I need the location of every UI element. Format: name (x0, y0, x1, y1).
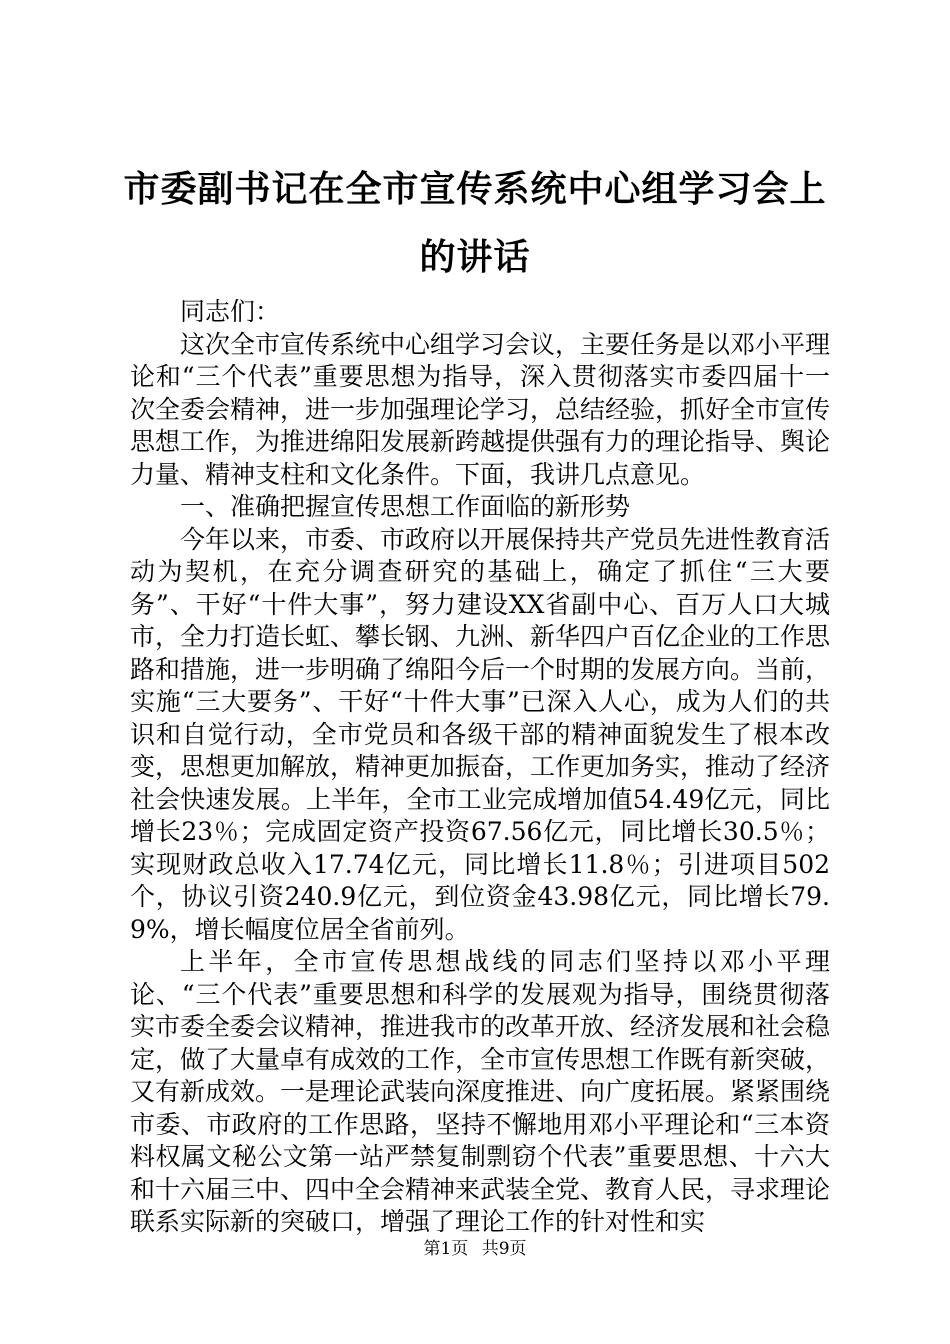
page-footer (0, 1238, 950, 1260)
intro-paragraph: 这次全市宣传系统中心组学习会议，主要任务是以邓小平理论和“三个代表”重要思想为指导，深入贯彻落实市委四届十一次全委会精神，进一步加强理论学习，总结经验，抓好全市宣传思想工作，为推进绵阳发展新跨越提供强有力的理论指导、舆论力量、精神支柱和文化条件。下面，我讲几点意见。 (130, 329, 831, 489)
document-title: 市委副书记在全市宣传系统中心组学习会上的讲话 (123, 168, 827, 278)
body-paragraph: 上半年，全市宣传思想战线的同志们坚持以邓小平理论、“三个代表”重要思想和科学的发展观为指导，围绕贯彻落实市委全委会议精神，推进我市的改革开放、经济发展和社会稳定，做了大量卓有成效的工作，全市宣传思想工作既有新突破，又有新成效。一是理论武装向深度推进、向广度拓展。紧紧围绕市委、市政府的工作思路，坚持不懈地用邓小平理论和“三本资料权属文秘公文第一站严禁复制剽窃个代表”重要思想、十六大和十六届三中、四中全会精神来武装全党、教育人民，寻求理论联系实际新的突破口，增强了理论工作的针对性和实 (130, 947, 831, 1236)
salutation-paragraph: 同志们： (180, 297, 281, 326)
page-total: 共9页 (481, 1239, 527, 1259)
page-number: 第1页 (423, 1239, 469, 1259)
body-paragraph: 今年以来，市委、市政府以开展保持共产党员先进性教育活动为契机，在充分调查研究的基础上，确定了抓住“三大要务”、干好“十件大事”，努力建设XX省副中心、百万人口大城市，全力打造长虹、攀长钢、九洲、新华四户百亿企业的工作思路和措施，进一步明确了绵阳今后一个时期的发展方向。当前，实施“三大要务”、干好“十件大事”已深入人心，成为人们的共识和自觉行动，全市党员和各级干部的精神面貌发生了根本改变，思想更加解放，精神更加振奋，工作更加务实，推动了经济社会快速发展。上半年，全市工业完成增加值54.49亿元，同比增长23％；完成固定资产投资67.56亿元，同比增长30.5％；实现财政总收入17.74亿元，同比增长11.8％；引进项目502个，协议引资240.9亿元，到位资金43.98亿元，同比增长79.9%，增长幅度位居全省前列。 (130, 524, 831, 944)
document-body (130, 296, 830, 1239)
section-heading: 一、准确把握宣传思想工作面临的新形势 (180, 492, 631, 521)
